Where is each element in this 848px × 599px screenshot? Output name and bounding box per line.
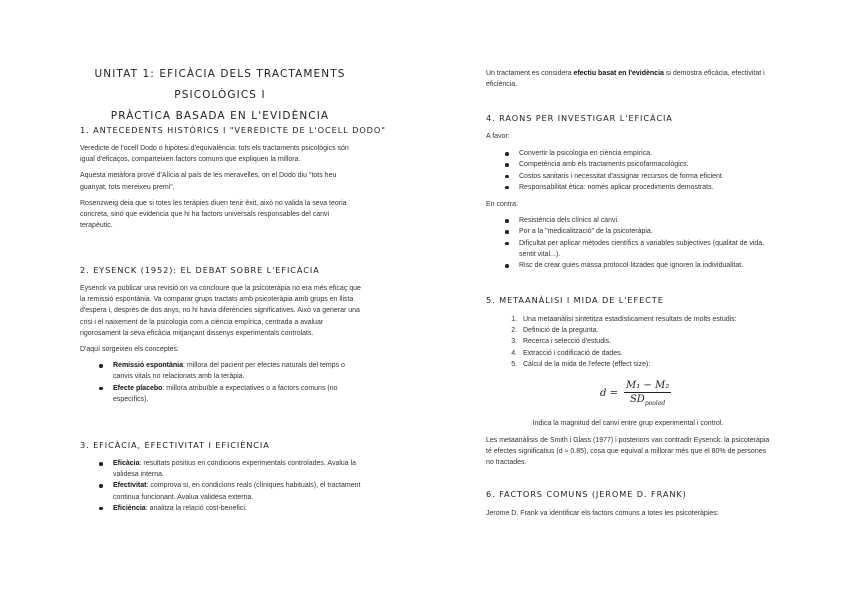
- title-line-2: PRÀCTICA BASADA EN L'EVIDÈNCIA: [110, 110, 330, 122]
- section-6-heading: 6. FACTORS COMUNS (JEROME D. FRANK): [486, 489, 687, 499]
- section-5-steps: [486, 314, 770, 370]
- list-item: Risc de crear guies massa protocol·litzades que ignoren la individualitat.: [519, 260, 770, 271]
- steps-list: [486, 314, 770, 370]
- list-item: Costos sanitaris i necessitat d'assignar recursos de forma eficient.: [519, 171, 770, 182]
- formula-denominator: $SD_{pooled}$: [629, 394, 666, 407]
- paragraph: Eysenck va publicar una revisió on va concloure que la psicoteràpia no era més eficaç que la remissió espontània. Va comparar grups tractats amb psicoteràpia amb grups en llista d'espera i, després de dos anys, no hi havia diferències significatives. Això va generar una crisi i el naixement de la psicologia com a ciència empírica, centrada a avaluar rigorosament la seva eficàcia mitjançant dissenys experimentals controlats.: [80, 285, 361, 337]
- contra-list: [486, 215, 770, 271]
- list-item: Remissió espontània: millora del pacient per efectes naturals del temps o canvis vitals no relacionats amb la teràpia.: [113, 360, 362, 382]
- list-item: 3. Recerca i selecció d'estudis.: [519, 336, 770, 347]
- list-item: Eficàcia: resultats positius en condicions experimentals controlades. Avalua la validesa interna.: [113, 458, 362, 480]
- section-5-heading: 5. METAANÀLISI I MIDA DE L'EFECTE: [486, 295, 664, 305]
- effect-size-formula: [600, 380, 671, 407]
- section-6-paragraph: Jerome D. Frank va identificar els factors comuns a totes les psicoteràpies:: [486, 510, 719, 517]
- section-4-heading: 4. RAONS PER INVESTIGAR L'EFICÀCIA: [486, 113, 673, 123]
- section-1-heading: 1. ANTECEDENTS HISTÒRICS I "VEREDICTE DE L'OCELL DODO": [80, 125, 386, 135]
- evidence-paragraph: Un tractament es considera efectiu basat en l'evidència si demostra eficàcia, efectivitat i eficiència.: [486, 70, 765, 89]
- paragraph: Veredicte de l'ocell Dodo o hipòtesi d'equivalència: tots els tractaments psicològics són igual d'eficaços, comparteixen factors comuns que expliquen la millora.: [80, 145, 349, 164]
- page-title: [70, 64, 370, 127]
- list-item: Responsabilitat ètica: només aplicar procediments demostrats.: [519, 182, 770, 193]
- paragraph: D'aquí sorgeixen els conceptes:: [80, 346, 180, 354]
- definitions-list: [80, 458, 362, 514]
- list-item: Efectivitat: comprova si, en condicions reals (clíniques habituals), el tractament continua funcionant. Avalua validesa externa.: [113, 480, 362, 502]
- list-item: 2. Definició de la pregunta.: [519, 325, 770, 336]
- list-item: Resistència dels clínics al canvi.: [519, 215, 770, 226]
- section-2-body: [80, 283, 362, 405]
- list-item: Dificultat per aplicar mètodes científics a variables subjectives (qualitat de vida, sentit vital...).: [519, 238, 770, 260]
- favor-label: A favor:: [486, 133, 510, 140]
- concepts-list: [80, 360, 362, 405]
- list-item: Efecte placebo: millora atribuïble a expectatives o a factors comuns (no específics).: [113, 383, 362, 405]
- contra-label: En contra:: [486, 201, 518, 209]
- list-item: Competència amb els tractaments psicofarmacològics.: [519, 159, 770, 170]
- formula-numerator: M₁ − M₂: [625, 380, 670, 391]
- section-4-body: [486, 131, 770, 271]
- list-item: Convertir la psicologia en ciència empírica.: [519, 148, 770, 159]
- list-item: Por a la "medicalització" de la psicoteràpia.: [519, 226, 770, 237]
- section-1-body: [80, 143, 362, 231]
- paragraph: Rosenzweig deia que si totes les teràpies diuen tenir èxit, això no valida la seva teoria concreta, sinó que evidencia que hi ha factors universals responsables del canvi terapèutic.: [80, 199, 347, 230]
- section-2-heading: 2. EYSENCK (1952): EL DEBAT SOBRE L'EFICÀCIA: [80, 265, 320, 275]
- formula-lhs: d =: [600, 388, 618, 399]
- paragraph: Aquesta metàfora prové d'Alícia al país de les meravelles, on el Dodo diu "tots heu guanyat, tots mereixeu premi".: [80, 172, 337, 191]
- list-item: 5. Càlcul de la mida de l'efecte (effect size):: [519, 359, 770, 370]
- section-3-heading: 3. EFICÀCIA, EFECTIVITAT I EFICIÈNCIA: [80, 440, 270, 450]
- list-item: 4. Extracció i codificació de dades.: [519, 348, 770, 359]
- list-item: 1. Una metaanàlisi sintetitza estadísticament resultats de molts estudis:: [519, 314, 770, 325]
- section-3-body: [80, 458, 362, 514]
- metaanalysis-paragraph: Les metaanàlisis de Smith i Glass (1977) i posteriors van contradir Eysenck: la psicoteràpia té efectes significatius (d ≈ 0.85), cosa que equival a millorar més que el 80% de persones no tractades.: [486, 437, 770, 467]
- list-item: Eficiència: analitza la relació cost-benefici.: [113, 503, 362, 514]
- favor-list: [486, 148, 770, 193]
- formula-caption: Indica la magnitud del canvi entre grup experimental i control.: [532, 420, 724, 427]
- title-line-1: UNITAT 1: EFICÀCIA DELS TRACTAMENTS PSICOLÒGICS I: [94, 68, 346, 101]
